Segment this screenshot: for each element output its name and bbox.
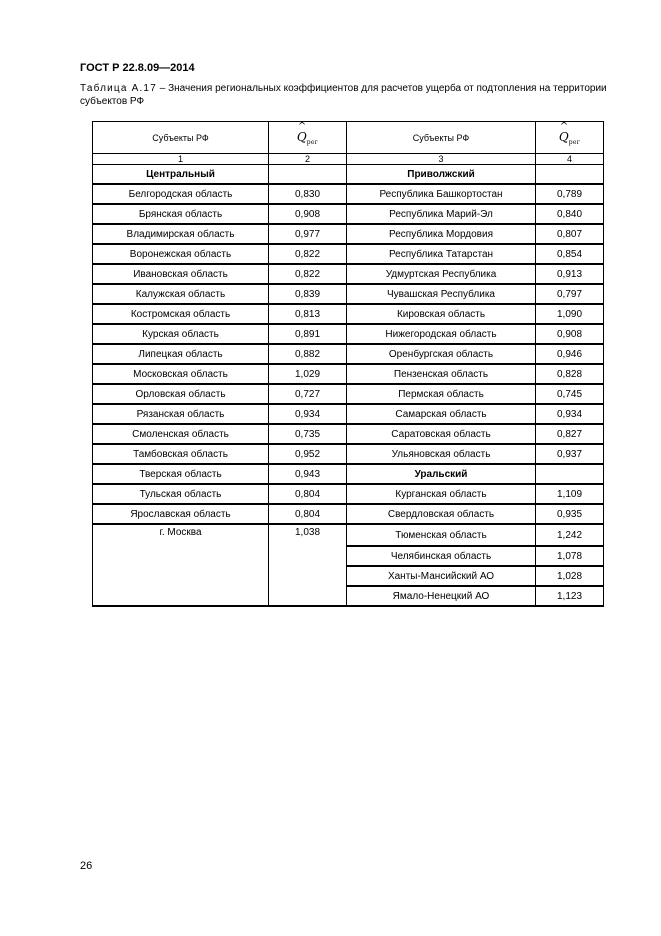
coefficient-value-left: 0,882 xyxy=(269,344,347,364)
subject-name-right: Тюменская область xyxy=(347,524,536,546)
coefficient-value-right: 0,946 xyxy=(536,344,604,364)
subject-name-left: Ивановская область xyxy=(93,264,269,284)
column-number: 4 xyxy=(536,154,604,165)
subject-name-left: Ярославская область xyxy=(93,504,269,524)
coefficient-symbol: ^ $Q_{рег}$ xyxy=(558,121,581,146)
coefficient-value-right: 1,078 xyxy=(536,546,604,566)
subject-name-left: Тамбовская область xyxy=(93,444,269,464)
coefficient-value-right: 1,028 xyxy=(536,566,604,586)
subject-name-right: Пензенская область xyxy=(347,364,536,384)
table-row xyxy=(93,304,604,324)
coefficient-value-right: 0,828 xyxy=(536,364,604,384)
subject-name-left: Смоленская область xyxy=(93,424,269,444)
coefficient-value-right: 1,123 xyxy=(536,586,604,606)
subject-name-left: г. Москва xyxy=(93,524,269,606)
coefficient-value-right: 0,937 xyxy=(536,444,604,464)
subject-name-right: Республика Башкортостан xyxy=(347,184,536,204)
coefficient-value-left: 0,977 xyxy=(269,224,347,244)
subject-name-right: Удмуртская Республика xyxy=(347,264,536,284)
column-number: 1 xyxy=(93,154,269,165)
header-coef-left xyxy=(269,122,347,154)
coefficient-value-left: 0,804 xyxy=(269,504,347,524)
region-name-left: Центральный xyxy=(93,165,269,185)
header-subject-left: Субъекты РФ xyxy=(93,122,269,154)
coefficient-value-right: 0,827 xyxy=(536,424,604,444)
subject-name-right: Республика Татарстан xyxy=(347,244,536,264)
subject-name-left: Воронежская область xyxy=(93,244,269,264)
table-row xyxy=(93,184,604,204)
coefficient-value-right: 1,109 xyxy=(536,484,604,504)
subject-name-right: Оренбургская область xyxy=(347,344,536,364)
region-name-right: Приволжский xyxy=(347,165,536,185)
subject-name-left: Московская область xyxy=(93,364,269,384)
coefficient-value-left: 0,727 xyxy=(269,384,347,404)
coefficient-value-left: 1,029 xyxy=(269,364,347,384)
coefficient-value-right: 0,797 xyxy=(536,284,604,304)
table-row xyxy=(93,364,604,384)
coefficient-value-left: 0,822 xyxy=(269,264,347,284)
coefficient-value-right: 0,789 xyxy=(536,184,604,204)
coefficient-value-left: 1,038 xyxy=(269,524,347,606)
coefficient-value-left: 0,908 xyxy=(269,204,347,224)
subject-name-right: Чувашская Республика xyxy=(347,284,536,304)
subject-name-right: Ульяновская область xyxy=(347,444,536,464)
subject-name-right: Свердловская область xyxy=(347,504,536,524)
coefficient-value-left: 0,943 xyxy=(269,464,347,484)
table-row xyxy=(93,384,604,404)
column-numbers-row xyxy=(93,154,604,165)
table-row xyxy=(93,444,604,464)
coefficient-value-right: 0,840 xyxy=(536,204,604,224)
coefficient-value-right: 0,908 xyxy=(536,324,604,344)
region-value-right xyxy=(536,464,604,484)
coefficient-value-left: 0,952 xyxy=(269,444,347,464)
subject-name-right: Республика Мордовия xyxy=(347,224,536,244)
coefficient-value-left: 0,813 xyxy=(269,304,347,324)
subject-name-left: Белгородская область xyxy=(93,184,269,204)
table-row xyxy=(93,204,604,224)
coefficient-value-right: 0,745 xyxy=(536,384,604,404)
subject-name-right: Саратовская область xyxy=(347,424,536,444)
coefficient-value-right: 0,807 xyxy=(536,224,604,244)
subject-name-left: Тульская область xyxy=(93,484,269,504)
subject-name-right: Нижегородская область xyxy=(347,324,536,344)
coefficient-value-left: 0,830 xyxy=(269,184,347,204)
table-row xyxy=(93,224,604,244)
coefficient-value-right: 0,913 xyxy=(536,264,604,284)
subject-name-left: Курская область xyxy=(93,324,269,344)
table-row xyxy=(93,344,604,364)
coefficient-value-left: 0,891 xyxy=(269,324,347,344)
table-row xyxy=(93,324,604,344)
table-row xyxy=(93,404,604,424)
subject-name-right: Пермская область xyxy=(347,384,536,404)
subject-name-left: Владимирская область xyxy=(93,224,269,244)
coefficient-value-right: 0,854 xyxy=(536,244,604,264)
subject-name-left: Орловская область xyxy=(93,384,269,404)
coefficient-value-right: 0,934 xyxy=(536,404,604,424)
header-subject-right: Субъекты РФ xyxy=(347,122,536,154)
header-row xyxy=(93,122,604,154)
table-row xyxy=(93,504,604,524)
table-row xyxy=(93,165,604,185)
subject-name-left: Тверская область xyxy=(93,464,269,484)
coefficient-value-right: 1,090 xyxy=(536,304,604,324)
table-row xyxy=(93,264,604,284)
coefficients-table xyxy=(92,121,604,607)
coefficient-value-left: 0,735 xyxy=(269,424,347,444)
subject-name-left: Брянская область xyxy=(93,204,269,224)
subject-name-left: Рязанская область xyxy=(93,404,269,424)
coefficient-value-right: 0,935 xyxy=(536,504,604,524)
subject-name-right: Кировская область xyxy=(347,304,536,324)
caption-label: Таблица А.17 xyxy=(80,83,157,94)
region-value-left xyxy=(269,165,347,185)
table-row xyxy=(93,524,604,546)
coefficient-value-left: 0,804 xyxy=(269,484,347,504)
coefficient-symbol: ^ $Q_{рег}$ xyxy=(296,121,319,146)
table-row xyxy=(93,464,604,484)
column-number: 2 xyxy=(269,154,347,165)
table-row xyxy=(93,244,604,264)
table-row xyxy=(93,284,604,304)
subject-name-right: Ханты-Мансийский АО xyxy=(347,566,536,586)
table-row xyxy=(93,484,604,504)
coefficient-value-left: 0,934 xyxy=(269,404,347,424)
coefficient-value-left: 0,839 xyxy=(269,284,347,304)
subject-name-right: Республика Марий-Эл xyxy=(347,204,536,224)
coefficient-value-left: 0,822 xyxy=(269,244,347,264)
subject-name-left: Калужская область xyxy=(93,284,269,304)
region-name-right: Уральский xyxy=(347,464,536,484)
subject-name-left: Липецкая область xyxy=(93,344,269,364)
subject-name-left: Костромская область xyxy=(93,304,269,324)
coefficient-value-right: 1,242 xyxy=(536,524,604,546)
region-value-right xyxy=(536,165,604,185)
subject-name-right: Челябинская область xyxy=(347,546,536,566)
page-number: 26 xyxy=(80,860,93,872)
subject-name-right: Самарская область xyxy=(347,404,536,424)
subject-name-right: Курганская область xyxy=(347,484,536,504)
caption-text: – Значения региональных коэффициентов для расчетов ущерба от подтопления на территории субъектов РФ xyxy=(80,83,607,107)
column-number: 3 xyxy=(347,154,536,165)
table-row xyxy=(93,424,604,444)
subject-name-right: Ямало-Ненецкий АО xyxy=(347,586,536,606)
header-coef-right xyxy=(536,122,604,154)
table-caption xyxy=(80,82,625,108)
document-code: ГОСТ Р 22.8.09—2014 xyxy=(80,62,195,74)
